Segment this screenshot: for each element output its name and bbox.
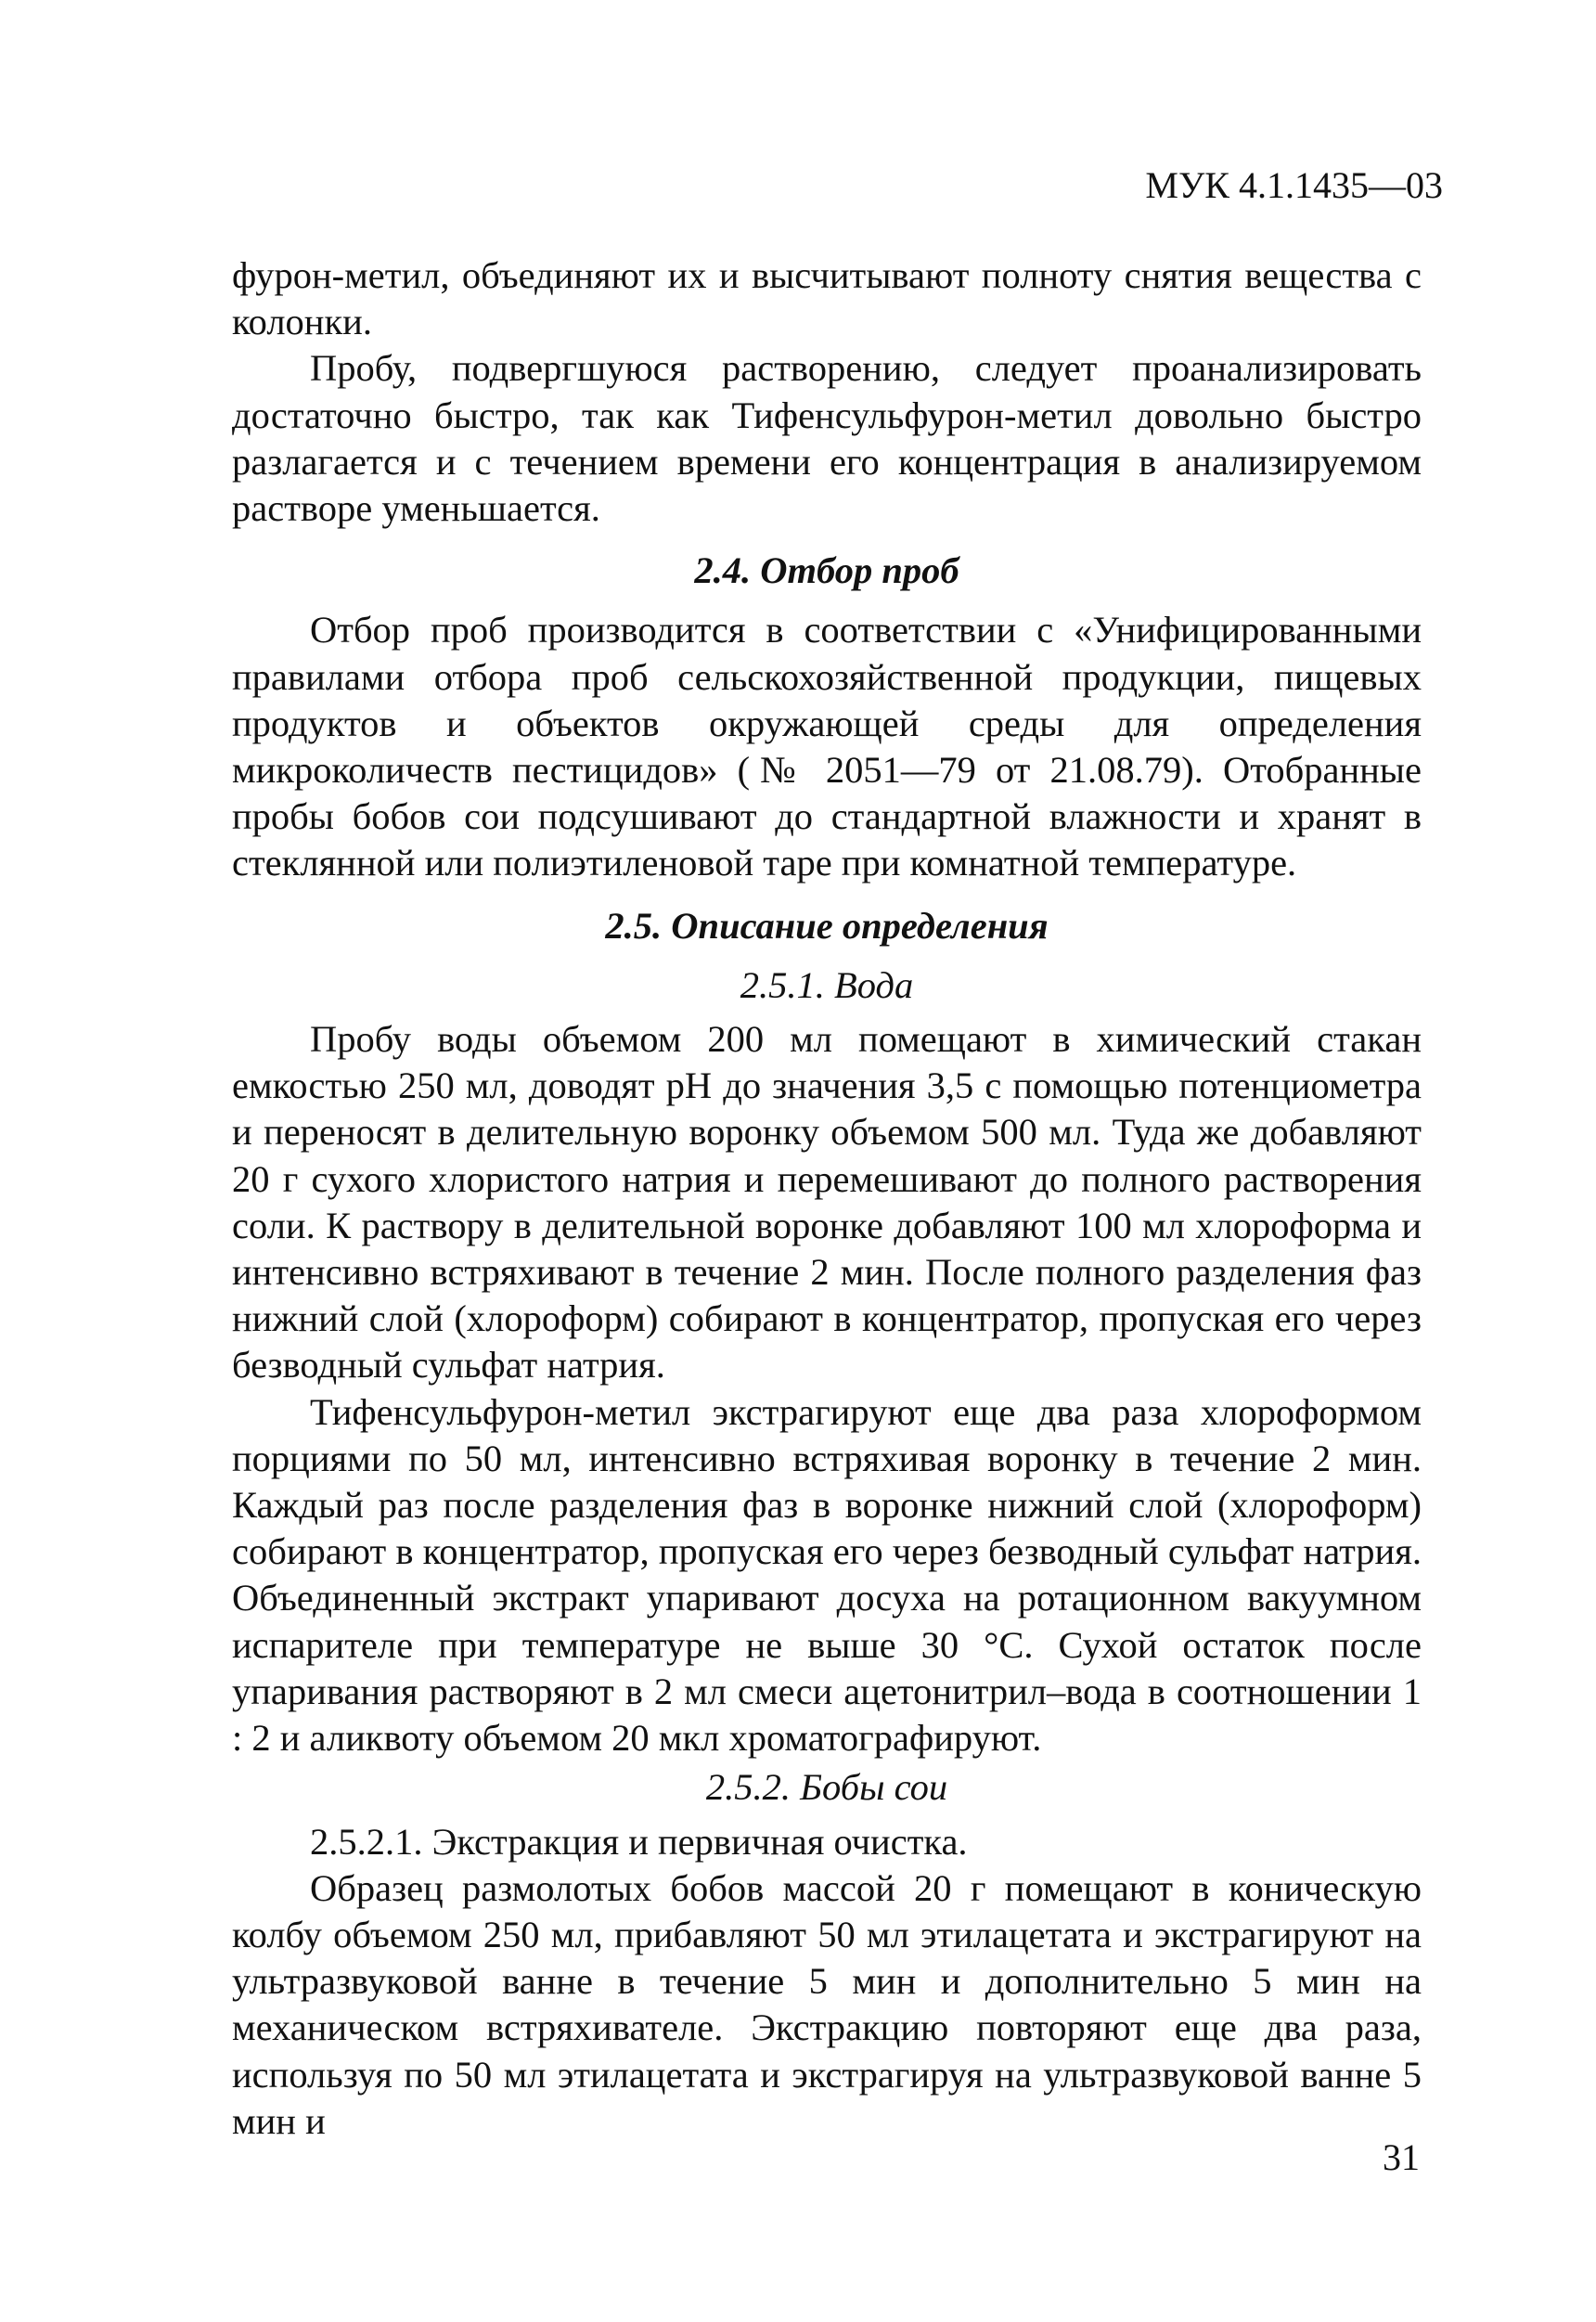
document-code-header: МУК 4.1.1435—03 bbox=[1145, 164, 1443, 206]
subsection-heading-2-5-1: 2.5.1. Вода bbox=[740, 963, 914, 1006]
page-number: 31 bbox=[1383, 2136, 1420, 2178]
subsection-heading-2-5-2: 2.5.2. Бобы сои bbox=[705, 1766, 948, 1809]
paragraph-soy-sample: Образец размолотых бобов массой 20 г помещают в коническую колбу объемом 250 мл, прибавляют 50 мл этилацетата и экстрагируют на ультразвуковой ванне в течение 5 мин и дополнительно 5 мин на механическом встряхивателе. Экстракцию повторяют еще два раза, используя по 50 мл этилацетата и экстрагируя на ультразвуковой ванне 5 мин и bbox=[232, 1866, 1422, 2142]
paragraph-water-sample: Пробу воды объемом 200 мл помещают в химический стакан емкостью 250 мл, доводят pH до значения 3,5 с помощью потенциометра и переносят в делительную воронку объемом 500 мл. Туда же добавляют 20 г сухого хлористого натрия и перемешивают до полного растворения соли. К раствору в делительной воронке добавляют 100 мл хлороформа и интенсивно встряхивают в течение 2 мин. После полного разделения фаз нижний слой (хлороформ) собирают в концентратор, пропуская его через безводный сульфат натрия. bbox=[232, 1018, 1422, 1387]
paragraph-sampling: Отбор проб производится в соответствии с «Унифицированными правилами отбора проб сельскохозяйственной продукции, пищевых продуктов и объектов окружающей среды для определения микроколичеств пестицидов» (№ 2051—79 от 21.08.79). Отобранные пробы бобов сои подсушивают до стандартной влажности и хранят в стеклянной или полиэтиленовой таре при комнатной температуре. bbox=[232, 609, 1422, 884]
paragraph-extraction-repeat: Тифенсульфурон-метил экстрагируют еще два раза хлороформом порциями по 50 мл, интенсивно встряхивая воронку в течение 2 мин. Каждый раз после разделения фаз в воронке нижний слой (хлороформ) собирают в концентратор, пропуская его через безводный сульфат натрия. Объединенный экстракт упаривают досуха на ротационном вакуумном испарителе при температуре не выше 30 °С. Сухой остаток после упаривания растворяют в 2 мл смеси ацетонитрил–вода в соотношении 1 : 2 и аликвоту объемом 20 мкл хроматографируют. bbox=[232, 1390, 1422, 1760]
paragraph-extraction-title: 2.5.2.1. Экстракция и первичная очистка. bbox=[310, 1820, 968, 1863]
section-heading-2-4: 2.4. Отбор проб bbox=[694, 549, 959, 592]
section-heading-2-5: 2.5. Описание определения bbox=[605, 904, 1049, 947]
paragraph-continuation: фурон-метил, объединяют их и высчитывают полноту снятия вещества с колонки. bbox=[232, 254, 1422, 343]
page-body bbox=[232, 252, 1422, 2145]
paragraph-sample-dissolution: Пробу, подвергшуюся растворению, следует проанализировать достаточно быстро, так как Тифенсульфурон-метил довольно быстро разлагается и с течением времени его концентрация в анализируемом растворе уменьшается. bbox=[232, 347, 1422, 530]
